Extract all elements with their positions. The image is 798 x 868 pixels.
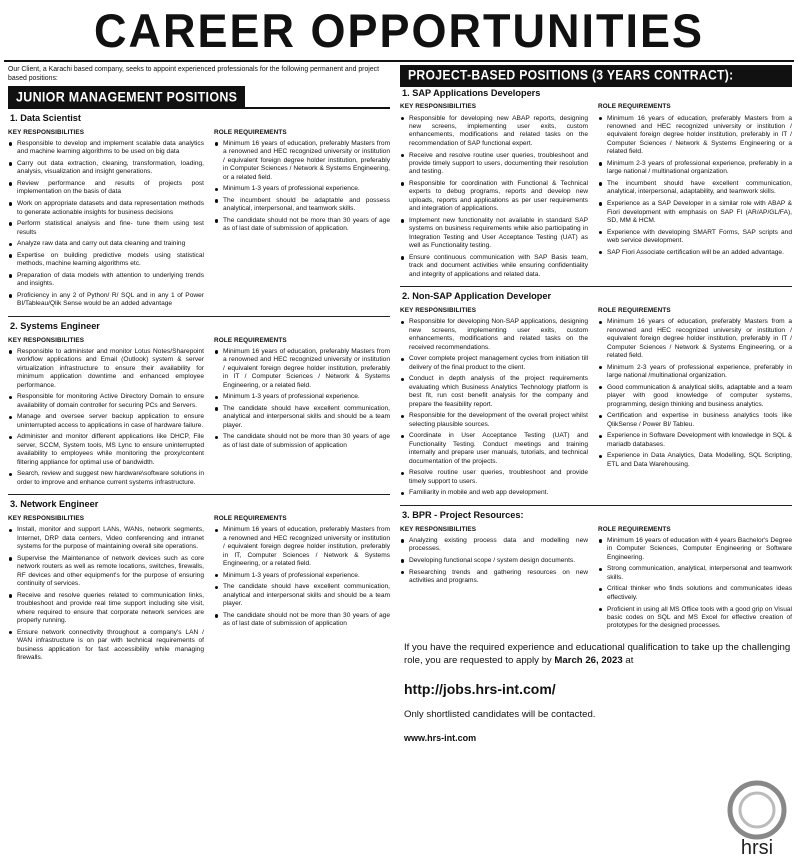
role-requirements-column xyxy=(598,307,792,501)
list-item: Experience with developing SMART Forms, SAP scripts and web service development. xyxy=(598,229,792,246)
intro-text: Our Client, a Karachi based company, seeks to appoint experienced professionals for the following permanent and project based positions: xyxy=(8,66,380,82)
role-requirements-list xyxy=(598,115,792,258)
list-item: Responsible for developing new ABAP reports, designing new screens, implementing user exits, custom enhancements, modifications and related tasks on the recommendation of SAP functional expert. xyxy=(400,115,588,149)
role-requirements-list xyxy=(598,318,792,469)
list-item: Minimum 16 years of education, preferably Masters from a renowned and HEC recognized university or institution / equivalent foreign degree holder institution, preferably in Computer Sciences / Network & Systems Engineering, or a related field. xyxy=(214,140,390,182)
list-item: Critical thinker who finds solutions and communicates ideas effectively. xyxy=(598,585,792,602)
list-item: Responsible for developing Non-SAP applications, designing new screens, implementing user exits, custom enhancements, modifications and related tasks on the received recommendations. xyxy=(400,318,588,352)
list-item: Proficiency in any 2 of Python/ R/ SQL and in any 1 of Power BI/Tableau/Qlik Sense would be an added advantage xyxy=(8,292,204,309)
list-item: Experience in Software Development with knowledge in SQL & mariadb databases. xyxy=(598,432,792,449)
project-based-banner: PROJECT-BASED POSITIONS (3 YEARS CONTRACT): xyxy=(400,65,792,87)
list-item: Analyzing existing process data and modelling new processes. xyxy=(400,537,588,554)
headline-rule xyxy=(4,60,794,62)
key-responsibilities-heading: KEY RESPONSIBILITIES xyxy=(400,525,477,533)
list-item: The candidate should not be more than 30 years of age as of last date of submission of application xyxy=(214,612,390,629)
key-responsibilities-column xyxy=(8,337,204,491)
key-responsibilities-column xyxy=(400,526,588,634)
key-responsibilities-column xyxy=(8,515,204,666)
list-item: Carry out data extraction, cleaning, transformation, loading, analysis, visualization and insight generations. xyxy=(8,160,204,177)
job-title: 3. Network Engineer xyxy=(10,499,99,510)
apply-block xyxy=(400,642,792,745)
list-item: Researching trends and gathering resources on new activities and programs. xyxy=(400,569,588,586)
project-banner-wrap xyxy=(400,66,792,86)
job-title: 3. BPR - Project Resources: xyxy=(402,509,524,520)
list-item: Conduct in depth analysis of the project requirements evaluating which Business Analytics Technology platform is best fit, run cost benefit analysis for the company and prepare the feasibility report. xyxy=(400,375,588,409)
list-item: Manage and oversee server backup application to ensure uninterrupted access to applications in case of hardware failure. xyxy=(8,413,204,430)
list-item: Expertise on building predictive models using statistical methods, machine learning algorithms etc. xyxy=(8,252,204,269)
list-item: Developing functional scope / system design documents. xyxy=(400,557,588,565)
list-item: Work on appropriate datasets and data representation methods to generate actionable insights for business decisions xyxy=(8,200,204,217)
role-requirements-heading: ROLE REQUIREMENTS xyxy=(598,103,671,111)
role-requirements-heading: ROLE REQUIREMENTS xyxy=(214,336,287,344)
job-title: 1. Data Scientist xyxy=(10,112,81,123)
right-sections xyxy=(400,88,792,638)
role-requirements-heading: ROLE REQUIREMENTS xyxy=(598,525,671,533)
list-item: Responsible for the development of the overall project whilst selecting plausible sources. xyxy=(400,412,588,429)
list-item: Analyze raw data and carry out data cleaning and training xyxy=(8,240,204,248)
shortlist-note: Only shortlisted candidates will be contacted. xyxy=(404,708,596,720)
list-item: Minimum 1-3 years of professional experience. xyxy=(214,393,390,401)
list-item: Certification and expertise in business analytics tools like QlikSense / Power BI/ Tableu. xyxy=(598,412,792,429)
list-item: Coordinate in User Acceptance Testing (UAT) and Functionality Testing. Conduct meetings and training internally and prepare user manuals, tutorials, and technical documentation of the projects. xyxy=(400,432,588,466)
key-responsibilities-list xyxy=(8,140,204,309)
list-item: The candidate should not be more than 30 years of age as of last date of submission of application xyxy=(214,433,390,450)
job-columns xyxy=(8,515,390,666)
list-item: Responsible for monitoring Active Directory Domain to ensure availability of domain controller for securing PCs and Servers. xyxy=(8,393,204,410)
list-item: Responsible to develop and implement scalable data analytics and machine learning algorithms to be used on big data xyxy=(8,140,204,157)
list-item: The candidate should have excellent communication, analytical and interpersonal skills and should be a team player. xyxy=(214,583,390,608)
role-requirements-column xyxy=(598,103,792,282)
key-responsibilities-column xyxy=(8,129,204,312)
list-item: Experience as a SAP Developer in a similar role with ABAP & Fiori development with emphasis on SAP FI (AR/AP/GL/FA), SD, MM & HCM. xyxy=(598,200,792,225)
list-item: Preparation of data models with attention to underlying trends and insights. xyxy=(8,272,204,289)
list-item: Responsible to administer and monitor Lotus Notes/Sharepoint workflow applications and Email (Outlook) system & server virtualization infrastructure to ensure their availability for minimum application downtime and enhanced employee performance. xyxy=(8,348,204,390)
job-section xyxy=(8,321,390,495)
list-item: Cover complete project management cycles from initiation till delivery of the final product to the client. xyxy=(400,355,588,372)
job-title: 2. Non-SAP Application Developer xyxy=(402,291,552,302)
apply-text-before: If you have the required experience and educational qualification to take up the challenging role, you are requested to apply by xyxy=(404,642,791,666)
list-item: Minimum 2-3 years of professional experience, preferably in a large national / multinational organization. xyxy=(598,160,792,177)
list-item: Install, monitor and support LANs, WANs, network segments, Internet, DRP data centers, Video conferencing and intranet systems for the purpose of maintaining overall site operations. xyxy=(8,526,204,551)
key-responsibilities-heading: KEY RESPONSIBILITIES xyxy=(8,128,85,136)
list-item: Good communication & analytical skills, adaptable and a team player with good knowledge of computer systems, programming, design thinking and business analytics. xyxy=(598,384,792,409)
list-item: Strong communication, analytical, interpersonal and teamwork skills. xyxy=(598,565,792,582)
job-section xyxy=(400,88,792,288)
role-requirements-heading: ROLE REQUIREMENTS xyxy=(598,307,671,315)
role-requirements-column xyxy=(214,337,390,491)
page-headline: CAREER OPPORTUNITIES xyxy=(93,3,705,58)
key-responsibilities-heading: KEY RESPONSIBILITIES xyxy=(400,307,477,315)
key-responsibilities-heading: KEY RESPONSIBILITIES xyxy=(8,515,85,523)
job-section xyxy=(8,499,390,669)
list-item: Minimum 1-3 years of professional experience. xyxy=(214,185,390,193)
list-item: Proficient in using all MS Office tools with a good grip on Visual basic codes on SQL and MS Excel for effective creation of prototypes for the designed processes. xyxy=(598,606,792,631)
job-columns xyxy=(8,337,390,491)
job-section xyxy=(400,510,792,638)
apply-instructions xyxy=(404,642,792,667)
role-requirements-list xyxy=(214,348,390,450)
list-item: The candidate should have excellent communication, analytical and interpersonal skills and should be a team player. xyxy=(214,405,390,430)
list-item: Minimum 16 years of education, preferably Masters from a renowned and HEC recognized university or institution / equivalent foreign degree holder institution, preferably in IT / Computer Sciences / Network & Systems Engineering or a related field. xyxy=(598,115,792,157)
key-responsibilities-list xyxy=(8,526,204,662)
list-item: Minimum 16 years of education with 4 years Bachelor's Degree in Computer Sciences, Computer Engineering or Software Engineering. xyxy=(598,537,792,562)
list-item: Minimum 16 years of education, preferably Masters from a renowned and HEC recognized university or institution / equivalent foreign degree holder institution, preferably in IT / Computer Sciences / Network & Systems Engineering, or a related field. xyxy=(598,318,792,360)
role-requirements-column xyxy=(214,129,390,312)
list-item: Review performance and results of projects post implementation on the basis of data xyxy=(8,180,204,197)
job-columns xyxy=(400,526,792,634)
list-item: Receive and resolve queries related to communication links, troubleshoot and provide real time support including site visit, where required to ensure that corporate network services are properly running. xyxy=(8,592,204,626)
job-columns xyxy=(8,129,390,312)
list-item: Implement new functionality not available in standard SAP systems on business requirements while also participating in Integration Testing and User Acceptance Testing (UAT) as well as Functionality testing. xyxy=(400,217,588,251)
list-item: Receive and resolve routine user queries, troubleshoot and provide timely support to users, documenting their resolution and testing. xyxy=(400,152,588,177)
list-item: Minimum 16 years of education, preferably Masters from a renowned and HEC recognized university or institution / equivalent foreign degree holder institution, preferably in IT, Computer Sciences / Network & Systems Engineering, or a related field. xyxy=(214,526,390,568)
role-requirements-column xyxy=(598,526,792,634)
key-responsibilities-list xyxy=(400,115,588,280)
logo-text: hrsi xyxy=(740,837,774,859)
list-item: Administer and monitor different applications like DHCP, File server, SCCM, System tools, MS Lync to ensure uninterrupted availability to employees while monitoring the proxy/content filtering appliance for optimal use of bandwidth. xyxy=(8,433,204,467)
key-responsibilities-list xyxy=(8,348,204,487)
role-requirements-heading: ROLE REQUIREMENTS xyxy=(214,515,287,523)
apply-deadline: March 26, 2023 xyxy=(554,654,623,666)
role-requirements-list xyxy=(598,537,792,631)
job-columns xyxy=(400,307,792,501)
job-title: 1. SAP Applications Developers xyxy=(402,87,541,98)
job-section xyxy=(400,291,792,506)
role-requirements-column xyxy=(214,515,390,666)
left-column xyxy=(8,66,390,674)
key-responsibilities-heading: KEY RESPONSIBILITIES xyxy=(400,103,477,111)
list-item: Search, review and suggest new hardware\software solutions in order to improve and enhance current systems infrastructure. xyxy=(8,470,204,487)
right-column xyxy=(400,66,792,745)
key-responsibilities-list xyxy=(400,318,588,497)
job-section xyxy=(8,113,390,317)
list-item: Minimum 16 years of education, preferably Masters from a renowned and HEC recognized university or institution / equivalent foreign degree holder institution, preferably in IT / Computer Sciences / Network & Systems Engineering, or a related field. xyxy=(214,348,390,390)
list-item: Minimum 1-3 years of professional experience. xyxy=(214,572,390,580)
list-item: Perform statistical analysis and fine- tune them using test results xyxy=(8,220,204,237)
role-requirements-list xyxy=(214,140,390,234)
key-responsibilities-column xyxy=(400,307,588,501)
list-item: Experience in Data Analytics, Data Modelling, SQL Scripting, ETL and Data Warehousing. xyxy=(598,452,792,469)
hrsi-logo-icon xyxy=(724,776,790,862)
left-sections xyxy=(8,113,390,670)
list-item: Ensure continuous communication with SAP Basis team, track and document activities while ensuring confidentiality and integrity of applications and related data. xyxy=(400,254,588,279)
key-responsibilities-heading: KEY RESPONSIBILITIES xyxy=(8,336,85,344)
role-requirements-list xyxy=(214,526,390,628)
list-item: SAP Fiori Associate certification will be an added advantage. xyxy=(598,249,792,257)
key-responsibilities-column xyxy=(400,103,588,282)
apply-text-after: at xyxy=(622,654,634,666)
list-item: The incumbent should have excellent communication, analytical, interpersonal, adaptability, and teamwork skills. xyxy=(598,180,792,197)
key-responsibilities-list xyxy=(400,537,588,586)
list-item: Responsible for coordination with Functional & Technical experts to debug programs, reports and develop new uploads, reports and applications as per user requirements and integration of applications. xyxy=(400,180,588,214)
list-item: Ensure network connectivity throughout a company's LAN / WAN infrastructure is on par with technical requirements of business application for fast accessibility while managing firewalls. xyxy=(8,629,204,663)
apply-url-link[interactable]: http://jobs.hrs-int.com/ xyxy=(404,680,556,697)
job-title: 2. Systems Engineer xyxy=(10,321,100,332)
list-item: The candidate should not be more than 30 years of age as of last date of submission of application. xyxy=(214,217,390,234)
role-requirements-heading: ROLE REQUIREMENTS xyxy=(214,128,287,136)
list-item: Supervise the Maintenance of network devices such as core network routers as well as remote locations, switches, firewalls, RF devices and other equipment's for the purpose of ensuring continuity of services. xyxy=(8,555,204,589)
junior-management-banner: JUNIOR MANAGEMENT POSITIONS xyxy=(8,86,245,108)
list-item: Resolve routine user queries, troubleshoot and provide timely support to users. xyxy=(400,469,588,486)
list-item: Familiarity in mobile and web app development. xyxy=(400,489,588,497)
website-link[interactable]: www.hrs-int.com xyxy=(404,733,477,744)
junior-banner-wrap xyxy=(8,87,390,109)
list-item: The incumbent should be adaptable and possess analytical, interpersonal, and teamwork skills. xyxy=(214,197,390,214)
job-columns xyxy=(400,103,792,282)
list-item: Minimum 2-3 years of professional experience, preferably in large national /multinational organization. xyxy=(598,364,792,381)
